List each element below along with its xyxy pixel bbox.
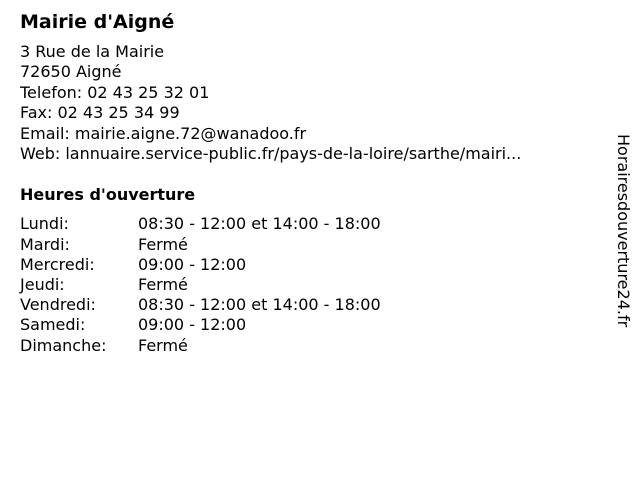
hours-row-jeudi — [20, 275, 600, 295]
hours-row-vendredi — [20, 295, 600, 315]
hours-day: Mardi: — [20, 234, 70, 254]
hours-day: Dimanche: — [20, 335, 107, 355]
hours-row-lundi — [20, 214, 600, 234]
site-watermark: Horairesdouverture24.fr — [614, 134, 633, 328]
hours-day: Lundi: — [20, 214, 69, 234]
place-title: Mairie d'Aigné — [20, 11, 175, 33]
hours-row-dimanche — [20, 336, 600, 356]
address-city: 72650 Aigné — [20, 62, 122, 82]
hours-row-mercredi — [20, 255, 600, 275]
hours-time: Fermé — [138, 335, 188, 355]
hours-table — [20, 214, 600, 355]
phone-line[interactable]: Telefon: 02 43 25 32 01 — [20, 82, 210, 102]
hours-day: Jeudi: — [20, 275, 65, 295]
hours-time: 09:00 - 12:00 — [138, 254, 247, 274]
place-card — [20, 10, 600, 356]
hours-row-mardi — [20, 235, 600, 255]
hours-day: Mercredi: — [20, 254, 95, 274]
hours-time: Fermé — [138, 275, 188, 295]
hours-time: 08:30 - 12:00 et 14:00 - 18:00 — [138, 295, 381, 315]
email-line[interactable]: Email: mairie.aigne.72@wanadoo.fr — [20, 123, 307, 143]
hours-time: 08:30 - 12:00 et 14:00 - 18:00 — [138, 214, 381, 234]
address-block — [20, 42, 600, 164]
hours-day: Samedi: — [20, 315, 86, 335]
hours-time: 09:00 - 12:00 — [138, 315, 247, 335]
address-street: 3 Rue de la Mairie — [20, 42, 165, 61]
web-line[interactable]: Web: lannuaire.service-public.fr/pays-de-la-loire/sarthe/mairi... — [20, 144, 522, 164]
hours-heading: Heures d'ouverture — [20, 185, 196, 205]
hours-day: Vendredi: — [20, 295, 96, 315]
fax-line: Fax: 02 43 25 34 99 — [20, 103, 180, 123]
hours-row-samedi — [20, 315, 600, 335]
hours-time: Fermé — [138, 234, 188, 254]
